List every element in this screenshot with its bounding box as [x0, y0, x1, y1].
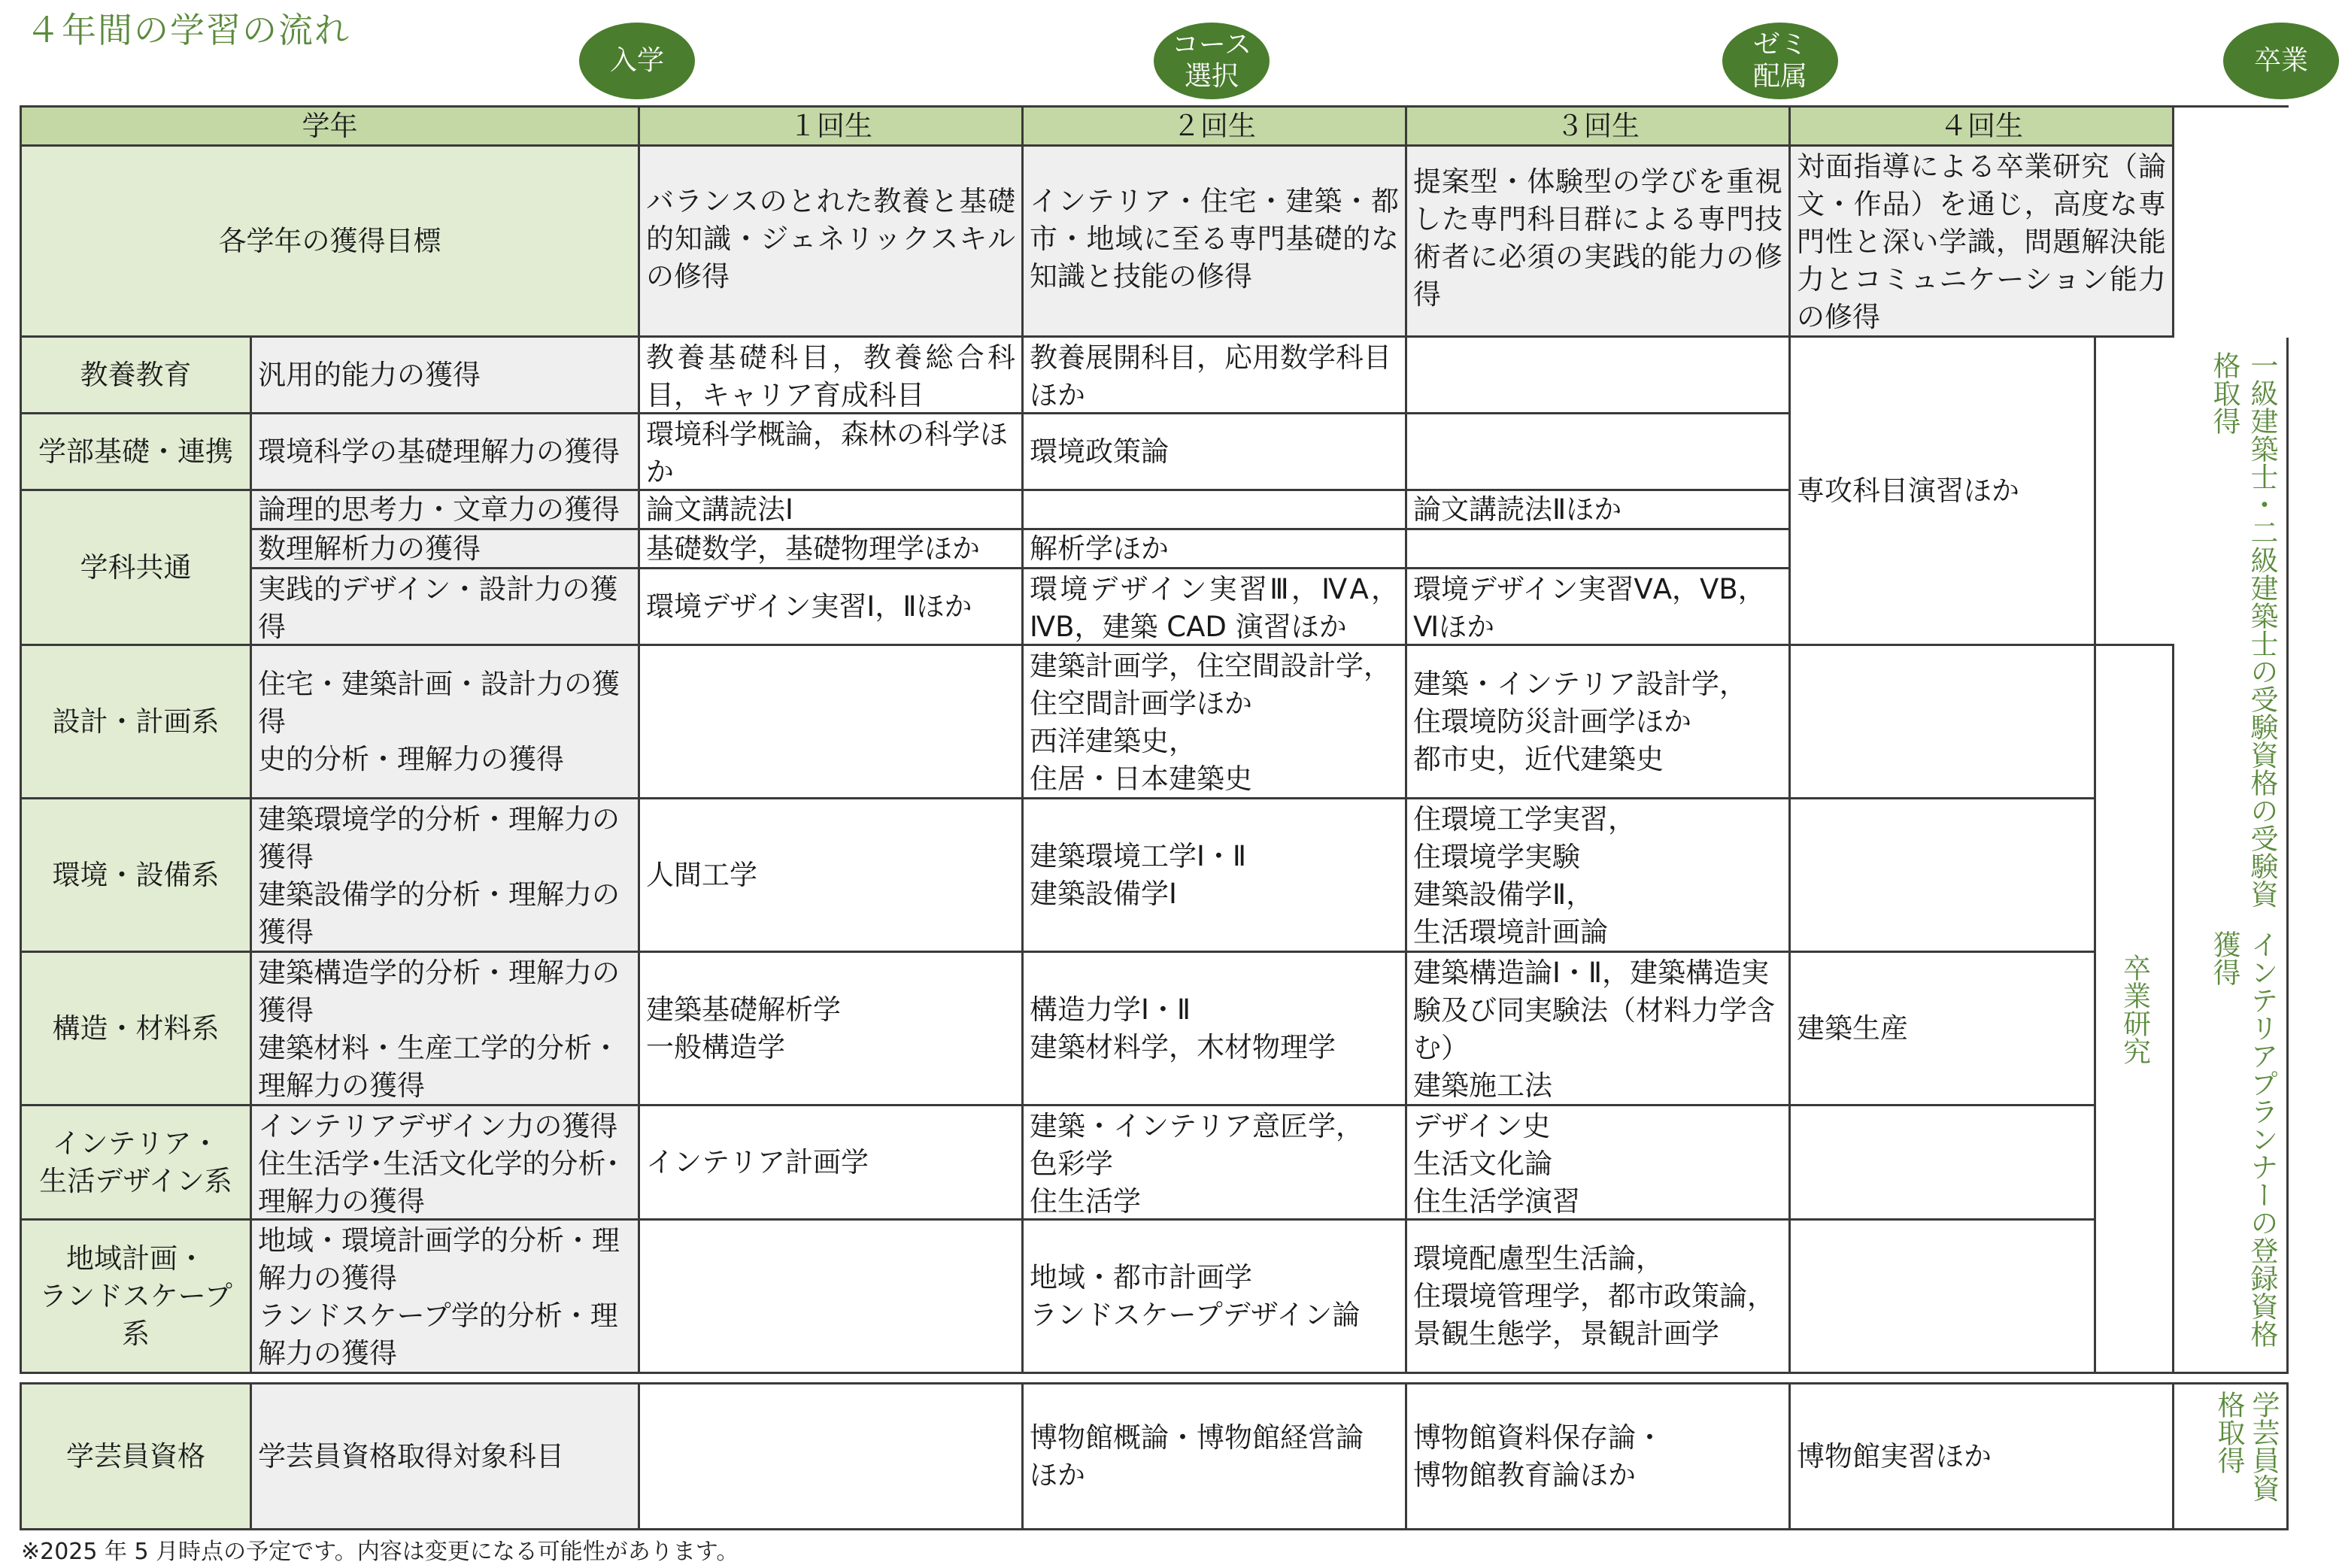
gakka-1-year2: [1024, 491, 1407, 530]
category-gakubu: 学部基礎・連携: [22, 414, 252, 491]
kozo-year2: 構造力学Ⅰ・Ⅱ 建築材料学，木材物理学: [1024, 953, 1407, 1106]
sekkei-year1: [640, 646, 1024, 799]
gakka-2-year1: 基礎数学，基礎物理学ほか: [640, 530, 1024, 569]
course-selection-badge: コース 選択: [1154, 23, 1270, 99]
sekkei-year2: 建築計画学，住空間設計学， 住空間計画学ほか 西洋建築史， 住居・日本建築史: [1024, 646, 1407, 799]
category-kankyo: 環境・設備系: [22, 799, 252, 953]
interior-year4: [1791, 1106, 2096, 1221]
kyoyo-year3: [1407, 338, 1791, 414]
ability-gakubu: 環境科学の基礎理解力の獲得: [252, 414, 640, 491]
ability-sekkei: 住宅・建築計画・設計力の獲得 史的分析・理解力の獲得: [252, 646, 640, 799]
kozo-year1: 建築基礎解析学 一般構造学: [640, 953, 1024, 1106]
architect-qualification-text: 一級建築士・二級建築士の受験資格の受験資格取得: [2208, 351, 2278, 908]
curator-year4: 博物館実習ほか: [1791, 1385, 2174, 1530]
header-year3: ３回生: [1407, 108, 1791, 147]
page-title: ４年間の学習の流れ: [26, 10, 350, 50]
chiiki-year4: [1791, 1221, 2096, 1374]
ability-gakka-1: 論理的思考力・文章力の獲得: [252, 491, 640, 530]
ability-kozo: 建築構造学的分析・理解力の獲得 建築材料・生産工学的分析・理解力の獲得: [252, 953, 640, 1106]
gakka-1-year3: 論文講読法Ⅱほか: [1407, 491, 1791, 530]
chiiki-year3: 環境配慮型生活論， 住環境管理学，都市政策論， 景観生態学，景観計画学: [1407, 1221, 1791, 1374]
seminar-badge: ゼミ 配属: [1722, 23, 1838, 99]
ability-gakka-3: 実践的デザイン・設計力の獲得: [252, 569, 640, 646]
goal-year4: 対面指導による卒業研究（論文・作品）を通じ，高度な専門性と深い学識，問題解決能力とコミュニケーション能力の修得: [1791, 147, 2174, 338]
ability-interior: インテリアデザイン力の獲得 住生活学･生活文化学的分析･理解力の獲得: [252, 1106, 640, 1221]
curriculum-table: [20, 105, 2289, 1374]
header-year4: ４回生: [1791, 108, 2174, 147]
header-year1: １回生: [640, 108, 1024, 147]
kozo-year3: 建築構造論Ⅰ・Ⅱ，建築構造実験及び同実験法（材料力学含む） 建築施工法: [1407, 953, 1791, 1106]
graduation-badge: 卒業: [2223, 23, 2339, 99]
category-sekkei: 設計・計画系: [22, 646, 252, 799]
gakka-3-year1: 環境デザイン実習Ⅰ，Ⅱほか: [640, 569, 1024, 646]
kyoyo-year1: 教養基礎科目，教養総合科目，キャリア育成科目: [640, 338, 1024, 414]
category-curator: 学芸員資格: [22, 1385, 252, 1530]
ability-curator: 学芸員資格取得対象科目: [252, 1385, 640, 1530]
category-chiiki: 地域計画・ ランドスケープ 系: [22, 1221, 252, 1374]
gakubu-year1: 環境科学概論，森林の科学ほか: [640, 414, 1024, 491]
kozo-year4: 建築生産: [1791, 953, 2096, 1106]
goal-year3: 提案型・体験型の学びを重視した専門科目群による専門技術者に必須の実践的能力の修得: [1407, 147, 1791, 338]
curator-year1: [640, 1385, 1024, 1530]
chiiki-year2: 地域・都市計画学 ランドスケープデザイン論: [1024, 1221, 1407, 1374]
goal-year2: インテリア・住宅・建築・都市・地域に至る専門基礎的な知識と技能の修得: [1024, 147, 1407, 338]
gakubu-year3: [1407, 414, 1791, 491]
goals-label: 各学年の獲得目標: [22, 147, 640, 338]
header-grade: 学年: [22, 108, 640, 147]
curator-qualification: 学芸員資格取得: [2174, 1385, 2289, 1530]
footnote: ※2025 年 5 月時点の予定です。内容は変更になる可能性があります。: [21, 1539, 739, 1565]
goal-year1: バランスのとれた教養と基礎的知識・ジェネリックスキルの修得: [640, 147, 1024, 338]
kankyo-year4: [1791, 799, 2096, 953]
category-kozo: 構造・材料系: [22, 953, 252, 1106]
gakka-3-year2: 環境デザイン実習Ⅲ，ⅣA，ⅣB，建築 CAD 演習ほか: [1024, 569, 1407, 646]
category-interior: インテリア・ 生活デザイン系: [22, 1106, 252, 1221]
curator-table: [20, 1382, 2289, 1530]
category-gakka: 学科共通: [22, 491, 252, 646]
curator-year2: 博物館概論・博物館経営論 ほか: [1024, 1385, 1407, 1530]
ability-kankyo: 建築環境学的分析・理解力の獲得 建築設備学的分析・理解力の獲得: [252, 799, 640, 953]
gakka-1-year1: 論文講読法Ⅰ: [640, 491, 1024, 530]
kankyo-year3: 住環境工学実習， 住環境学実験 建築設備学Ⅱ， 生活環境計画論: [1407, 799, 1791, 953]
gakka-2-year2: 解析学ほか: [1024, 530, 1407, 569]
gakka-3-year3: 環境デザイン実習ⅤA，VB，Ⅵほか: [1407, 569, 1791, 646]
chiiki-year1: [640, 1221, 1024, 1374]
kankyo-year2: 建築環境工学Ⅰ・Ⅱ 建築設備学Ⅰ: [1024, 799, 1407, 953]
interior-year1: インテリア計画学: [640, 1106, 1024, 1221]
ability-kyoyo: 汎用的能力の獲得: [252, 338, 640, 414]
gakka-2-year3: [1407, 530, 1791, 569]
header-year2: ２回生: [1024, 108, 1407, 147]
year4-practice: 専攻科目演習ほか: [1791, 338, 2096, 646]
thesis-label: 卒業研究: [2096, 644, 2174, 1374]
curator-year3: 博物館資料保存論・ 博物館教育論ほか: [1407, 1385, 1791, 1530]
admission-badge: 入学: [579, 23, 695, 99]
interior-qualification-text: インテリアプランナーの登録資格獲得: [2208, 930, 2278, 1348]
ability-chiiki: 地域・環境計画学的分析・理解力の獲得 ランドスケープ学的分析・理解力の獲得: [252, 1221, 640, 1374]
interior-year3: デザイン史 生活文化論 住生活学演習: [1407, 1106, 1791, 1221]
sekkei-year4: [1791, 644, 2096, 799]
ability-gakka-2: 数理解析力の獲得: [252, 530, 640, 569]
sekkei-year3: 建築・インテリア設計学， 住環境防災計画学ほか 都市史，近代建築史: [1407, 646, 1791, 799]
interior-year2: 建築・インテリア意匠学， 色彩学 住生活学: [1024, 1106, 1407, 1221]
kyoyo-year2: 教養展開科目，応用数学科目ほか: [1024, 338, 1407, 414]
gakubu-year2: 環境政策論: [1024, 414, 1407, 491]
kankyo-year1: 人間工学: [640, 799, 1024, 953]
category-kyoyo: 教養教育: [22, 338, 252, 414]
